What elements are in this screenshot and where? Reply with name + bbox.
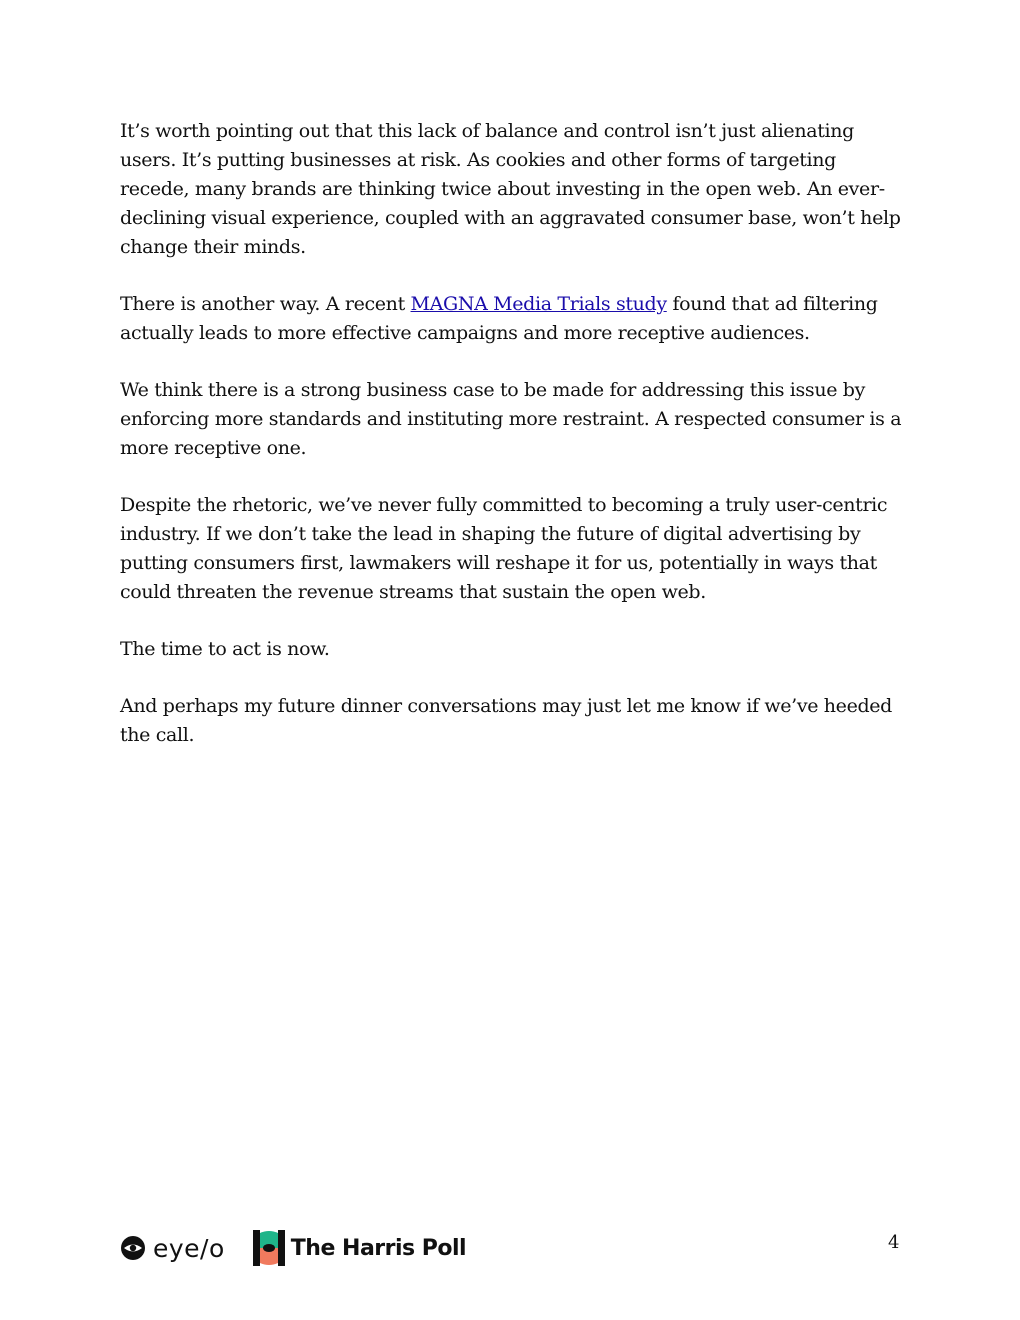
- paragraph-time-to-act: The time to act is now.: [120, 638, 330, 660]
- magna-study-link[interactable]: MAGNA Media Trials study: [410, 293, 667, 315]
- eyeo-logo-text: eye/o: [153, 1233, 225, 1263]
- paragraph-another-way-tail: found that ad filtering actually leads to more effective campaigns and more receptive audiences.: [120, 293, 878, 344]
- paragraph-balance-control: It’s worth pointing out that this lack of balance and control isn’t just alienating users. It’s putting businesses at risk. As cookies and other forms of targeting recede, many brands are thinking twice about investing in the open web. An ever-declining visual experience, coupled with an aggravated consumer base, won’t help change their minds.: [120, 120, 901, 258]
- eyeo-eye-icon: [120, 1235, 146, 1261]
- paragraph-another-way: [120, 290, 910, 348]
- paragraph-business-case: We think there is a strong business case to be made for addressing this issue by enforcing more standards and instituting more restraint. A respected consumer is a more receptive one.: [120, 379, 902, 459]
- document-body: [120, 117, 910, 778]
- harris-poll-icon: [253, 1230, 285, 1266]
- harris-poll-logo: [253, 1230, 466, 1266]
- paragraph-dinner-conversations: And perhaps my future dinner conversations may just let me know if we’ve heeded the call.: [120, 695, 892, 746]
- paragraph-another-way-lead: There is another way. A recent: [120, 293, 411, 315]
- harris-poll-logo-text: The Harris Poll: [290, 1235, 467, 1261]
- eyeo-logo: [120, 1234, 225, 1263]
- footer-logos: [120, 1228, 466, 1268]
- paragraph-rhetoric: Despite the rhetoric, we’ve never fully committed to becoming a truly user-centric industry. If we don’t take the lead in shaping the future of digital advertising by putting consumers first, lawmakers will reshape it for us, potentially in ways that could threaten the revenue streams that sustain the open web.: [120, 494, 888, 603]
- page-number: 4: [888, 1232, 900, 1253]
